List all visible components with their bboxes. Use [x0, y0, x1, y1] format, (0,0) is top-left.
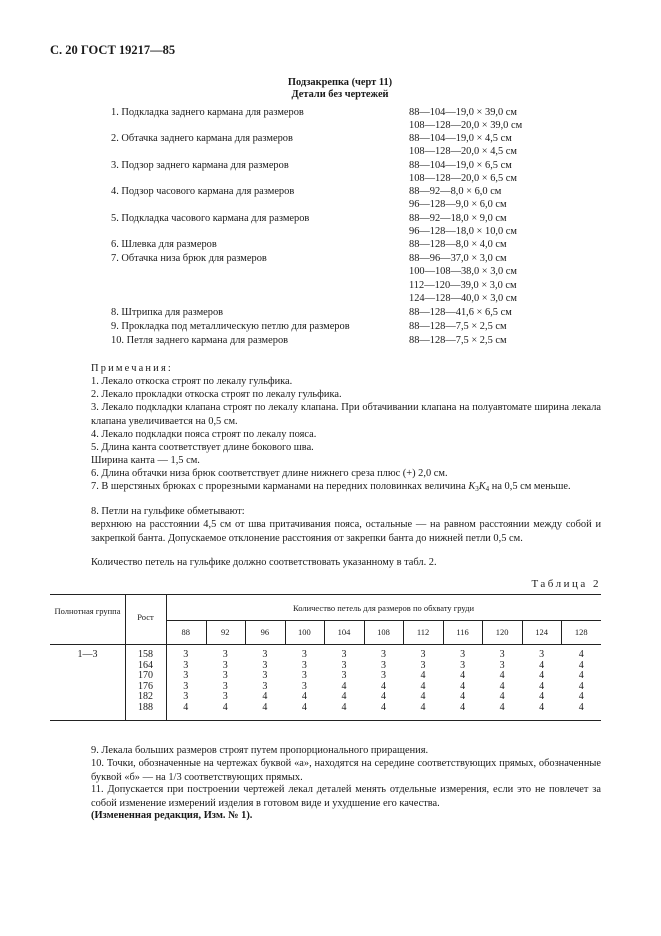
part-sizes: [409, 252, 517, 305]
part-name: 5. Подкладка часового кармана для размеров: [111, 213, 310, 224]
part-sizes: [409, 185, 507, 212]
table-intro: Количество петель на гульфике должно соответствовать указанному в табл. 2.: [91, 557, 437, 568]
column-header-group: Полнотная группа: [54, 606, 121, 616]
table-caption: Таблица 2: [531, 578, 601, 590]
height-cell: 164: [138, 659, 153, 671]
value-cell: 4: [539, 659, 545, 671]
value-cell: 4: [499, 680, 505, 692]
table-rule: [50, 644, 601, 645]
part-size-value: 112—120—39,0 × 3,0 см: [409, 279, 517, 291]
value-cell: 4: [420, 670, 426, 681]
value-cell: 3: [460, 659, 466, 671]
part-size-value: 88—128—7,5 × 2,5 см: [409, 321, 507, 332]
value-cell: 3: [499, 659, 505, 671]
value-cell: 4: [301, 701, 307, 713]
note-8: 8. Петли на гульфике обметывают:: [91, 506, 245, 517]
value-cell: 3: [222, 691, 228, 702]
value-cell: 3: [222, 659, 228, 671]
note-3: 3. Лекало подкладки клапана строят по лекалу клапана. При обтачивании клапана на полуавтомате ширина лекала клапана увеличивается на 0,5 см.: [91, 402, 601, 427]
value-cell: 3: [222, 670, 228, 681]
note-5: 5. Длина канта соответствует длине бокового шва.: [91, 442, 314, 453]
note-8-detail: верхнюю на расстоянии 4,5 см от шва притачивания пояса, остальные — на равном расстоянии между собой и закрепкой банта. Допускаемое отклонение расстояния от закрепки банта до нижней петли 0,5 см.: [91, 519, 601, 544]
part-size-value: 88—128—8,0 × 4,0 см: [409, 239, 507, 250]
value-cell: 4: [341, 680, 347, 692]
value-cell: 3: [183, 649, 189, 660]
note-5-width: Ширина канта — 1,5 см.: [91, 455, 200, 466]
value-cell: 3: [301, 670, 307, 681]
size-header: 120: [495, 627, 509, 637]
size-header: 128: [574, 627, 588, 637]
value-cell: 3: [222, 649, 228, 660]
part-size-value: 96—128—18,0 × 10,0 см: [409, 226, 517, 238]
value-cell: 4: [262, 691, 268, 702]
value-cell: 3: [262, 670, 268, 681]
height-cell: 170: [138, 670, 153, 681]
value-cell: 4: [341, 691, 347, 702]
value-cell: 3: [262, 659, 268, 671]
height-cell: 176: [138, 680, 153, 692]
value-cell: 3: [420, 659, 426, 671]
part-name: 8. Штрипка для размеров: [111, 307, 224, 318]
part-name: 6. Шлевка для размеров: [111, 239, 217, 250]
section-subtitle: Детали без чертежей: [291, 89, 389, 100]
part-name: 1. Подкладка заднего кармана для размеров: [111, 107, 304, 118]
table-rule: [50, 594, 601, 595]
group-cell: 1—3: [77, 649, 98, 660]
height-cell: 182: [138, 691, 153, 702]
value-cell: 4: [420, 680, 426, 692]
value-cell: 3: [183, 670, 189, 681]
value-cell: 4: [460, 691, 466, 702]
part-sizes: [409, 106, 522, 133]
note-11: 11. Допускается при построении чертежей лекал деталей менять отдельные измерения, если это не повлечет за собой изменение измерений изделия в готовом виде и ухудшение его качества.: [91, 784, 601, 809]
part-sizes: [409, 334, 507, 347]
value-cell: 4: [222, 701, 228, 713]
size-header: 96: [260, 627, 270, 637]
part-name: 3. Подзор заднего кармана для размеров: [111, 160, 289, 171]
note-2: 2. Лекало прокладки откоска строят по лекалу гульфика.: [91, 389, 342, 400]
part-size-value: 96—128—9,0 × 6,0 см: [409, 199, 507, 211]
value-cell: 4: [460, 701, 466, 713]
size-header: 124: [535, 627, 549, 637]
value-cell: 4: [460, 680, 466, 692]
part-sizes: [409, 212, 517, 239]
value-cell: 3: [499, 649, 505, 660]
value-cell: 4: [499, 670, 505, 681]
value-cell: 4: [460, 670, 466, 681]
value-cell: 3: [341, 659, 347, 671]
value-cell: 3: [262, 680, 268, 692]
notes-heading: Примечания:: [91, 363, 174, 374]
part-size-value: 88—96—37,0 × 3,0 см: [409, 253, 507, 264]
value-cell: 4: [578, 649, 584, 660]
table-rule: [50, 720, 601, 721]
section-title: Подзакрепка (черт 11): [287, 77, 393, 88]
value-cell: 3: [301, 680, 307, 692]
part-name: 9. Прокладка под металлическую петлю для размеров: [111, 321, 350, 332]
value-cell: 4: [420, 701, 426, 713]
value-cell: 4: [380, 701, 386, 713]
value-cell: 3: [341, 670, 347, 681]
part-sizes: [409, 320, 507, 333]
part-name: 2. Обтачка заднего кармана для размеров: [111, 133, 293, 144]
value-cell: 3: [341, 649, 347, 660]
value-cell: 4: [380, 680, 386, 692]
note-7: 7. В шерстяных брюках с прорезными карманами на передних половинках величина $К_3К_4$ на 0,5 см меньше.: [91, 481, 571, 493]
value-cell: 3: [183, 691, 189, 702]
value-cell: 4: [380, 691, 386, 702]
height-cell: 158: [138, 649, 153, 660]
part-sizes: [409, 159, 517, 186]
note-4: 4. Лекало подкладки пояса строят по лекалу пояса.: [91, 429, 317, 440]
part-size-value: 124—128—40,0 × 3,0 см: [409, 292, 517, 304]
value-cell: 4: [578, 670, 584, 681]
value-cell: 4: [499, 701, 505, 713]
part-size-value: 88—104—19,0 × 39,0 см: [409, 107, 517, 118]
size-header: 88: [181, 627, 191, 637]
size-header: 100: [298, 627, 311, 637]
value-cell: 4: [539, 701, 545, 713]
size-header: 112: [416, 627, 430, 637]
part-size-value: 88—104—19,0 × 6,5 см: [409, 160, 512, 171]
part-sizes: [409, 132, 517, 159]
column-header-span: Количество петель для размеров по обхвату груди: [292, 603, 475, 613]
value-cell: 3: [380, 659, 386, 671]
value-cell: 4: [499, 691, 505, 702]
part-name: 7. Обтачка низа брюк для размеров: [111, 253, 267, 264]
part-size-value: 108—128—20,0 × 6,5 см: [409, 173, 517, 185]
value-cell: 3: [420, 649, 426, 660]
value-cell: 3: [380, 670, 386, 681]
part-size-value: 108—128—20,0 × 39,0 см: [409, 120, 523, 132]
value-cell: 3: [380, 649, 386, 660]
value-cell: 4: [301, 691, 307, 702]
value-cell: 4: [578, 680, 584, 692]
part-size-value: 88—92—18,0 × 9,0 см: [409, 213, 507, 224]
part-size-value: 88—128—7,5 × 2,5 см: [409, 335, 507, 346]
value-cell: 4: [578, 691, 584, 702]
value-cell: 4: [183, 701, 189, 713]
part-size-value: 108—128—20,0 × 4,5 см: [409, 146, 517, 158]
edit-note: (Измененная редакция, Изм. № 1).: [91, 810, 253, 821]
part-size-value: 88—128—41,6 × 6,5 см: [409, 307, 512, 318]
value-cell: 4: [578, 659, 584, 671]
value-cell: 3: [262, 649, 268, 660]
size-header: 104: [337, 627, 351, 637]
value-cell: 3: [183, 659, 189, 671]
part-sizes: [409, 238, 507, 251]
note-6: 6. Длина обтачки низа брюк соответствует длине нижнего среза плюс (+) 2,0 см.: [91, 468, 448, 479]
value-cell: 4: [539, 680, 545, 692]
size-header: 116: [456, 627, 469, 637]
note-10: 10. Точки, обозначенные на чертежах буквой «а», находятся на середине соответствующих прямых, обозначенные буквой «б» — на 1/3 соответствующих прямых.: [91, 758, 601, 783]
value-cell: 4: [341, 701, 347, 713]
part-size-value: 100—108—38,0 × 3,0 см: [409, 266, 517, 278]
table-rule: [166, 620, 601, 621]
note-1: 1. Лекало откоска строят по лекалу гульфика.: [91, 376, 293, 387]
value-cell: 3: [301, 649, 307, 660]
part-size-value: 88—92—8,0 × 6,0 см: [409, 186, 502, 197]
part-sizes: [409, 306, 512, 319]
value-cell: 3: [460, 649, 466, 660]
size-header: 92: [221, 627, 230, 637]
value-cell: 4: [539, 691, 545, 702]
value-cell: 4: [420, 691, 426, 702]
value-cell: 3: [539, 649, 545, 660]
part-size-value: 88—104—19,0 × 4,5 см: [409, 133, 512, 144]
value-cell: 3: [301, 659, 307, 671]
value-cell: 3: [222, 680, 228, 692]
value-cell: 3: [183, 680, 189, 692]
page-header: С. 20 ГОСТ 19217—85: [50, 43, 176, 57]
value-cell: 4: [262, 701, 268, 713]
value-cell: 4: [539, 670, 545, 681]
value-cell: 4: [578, 701, 584, 713]
column-header-height: Рост: [137, 612, 154, 622]
part-name: 4. Подзор часового кармана для размеров: [111, 186, 295, 197]
note-9: 9. Лекала больших размеров строят путем пропорционального приращения.: [91, 745, 429, 756]
size-header: 108: [377, 627, 390, 637]
height-cell: 188: [138, 701, 153, 713]
part-name: 10. Петля заднего кармана для размеров: [111, 335, 289, 346]
